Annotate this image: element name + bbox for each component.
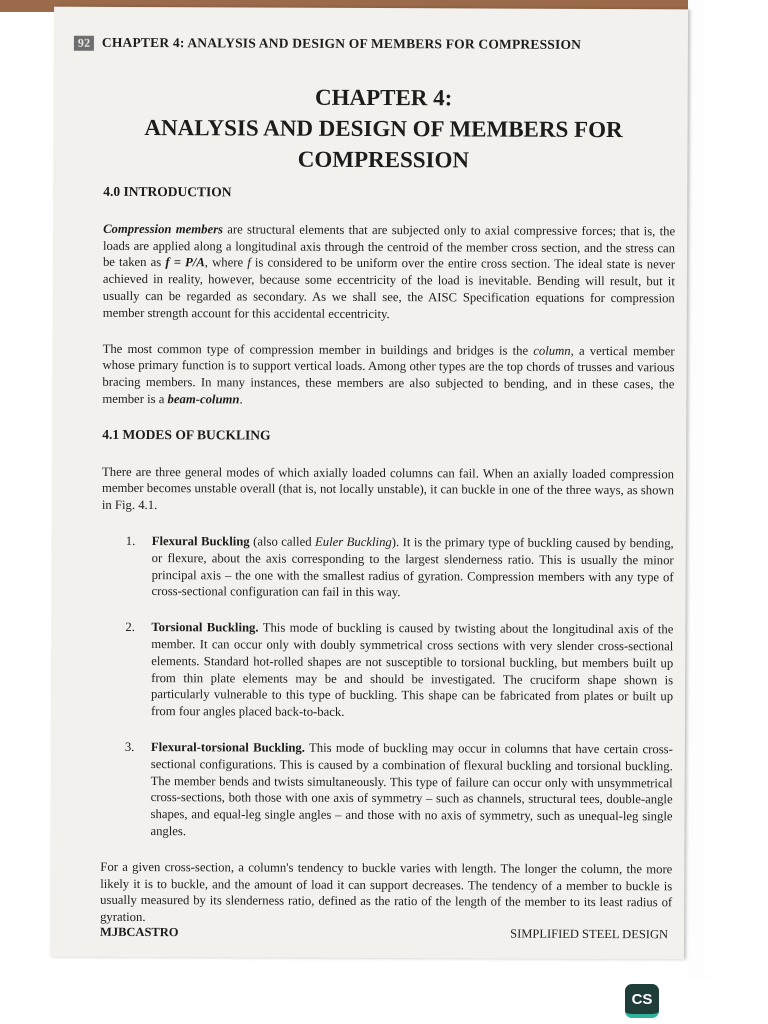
term-compression-members: Compression members [103, 221, 224, 237]
intro-paragraph-2: The most common type of compression member in buildings and bridges is the column, a vertical member whose primary function is to support vertical loads. Among other types are the top chords of trusses and various bracing members. In many instances, these members are also subjected to bending, and in these cases, the member is a beam-column. [102, 341, 675, 407]
formula-stress: f = P/A [165, 255, 205, 270]
buckling-paragraph-2: For a given cross-section, a column's tendency to buckle varies with length. The longer the column, the more likely it is to buckle, and the amount of load it can support decreases. The tendency of a member to buckle is usually measured by its slenderness ratio, defined as the ratio of the length of the member to its least radius of gyration. [100, 859, 673, 925]
chapter-title [113, 81, 653, 176]
chapter-title-line1: CHAPTER 4: [314, 84, 453, 111]
intro-paragraph-1: Compression members are structural elements that are subjected only to axial compressive forces; that is, the loads are applied along a longitudinal axis through the centroid of the member cross section, and the stress can be taken as f = P/A, where f is considered to be uniform over the entire cross section. The ideal state is never achieved in reality, however, because some eccentricity of the load is inevitable. Bending will result, but it usually can be regarded as secondary. As we shall see, the AISC Specification equations for compression member strength account for this accidental eccentricity. [102, 221, 676, 321]
page-body [100, 184, 675, 947]
list-item: 3. Flexural-torsional Buckling. This mode of buckling may occur in columns that have certain cross-sectional configurations. This is caused by a combination of flexural buckling and torsional buckling. The member bends and twists simultaneously. This type of failure can occur only with unsymmetrical cross-sections, both those with one axis of symmetry – such as channels, structural tees, double-angle shapes, and equal-leg single angles – and those with no axis of symmetry, such as unequal-leg single angles. [124, 739, 673, 839]
footer-author: MJBCASTRO [100, 924, 179, 940]
term-column: column [533, 343, 571, 358]
document-page [50, 7, 688, 960]
chapter-title-line2: ANALYSIS AND DESIGN OF MEMBERS FOR [144, 115, 623, 143]
term-beam-column: beam-column [167, 392, 240, 407]
buckling-paragraph-1: There are three general modes of which axially loaded columns can fail. When an axially loaded compression member becomes unstable overall (that is, not locally unstable), it can buckle in one of the three ways, as shown in Fig. 4.1. [101, 464, 675, 513]
running-title: CHAPTER 4: ANALYSIS AND DESIGN OF MEMBERS FOR COMPRESSION [101, 34, 582, 52]
section-heading-introduction: 4.0 INTRODUCTION [103, 183, 232, 200]
list-item: 1. Flexural Buckling (also called Euler Buckling). It is the primary type of buckling caused by bending, or flexure, about the axis corresponding to the largest slenderness ratio. This is usually the minor principal axis – the one with the smallest radius of gyration. Compression members with any type of cross-sectional configuration can fail in this way. [125, 533, 674, 600]
chapter-title-line3: COMPRESSION [297, 146, 470, 173]
running-header [74, 35, 664, 54]
section-heading-modes-of-buckling: 4.1 MODES OF BUCKLING [102, 426, 271, 443]
background-right [688, 0, 768, 980]
page-number: 92 [74, 36, 94, 51]
list-item: 2. Torsional Buckling. This mode of buckling is caused by twisting about the longitudinal axis of the member. It can occur only with doubly symmetrical cross sections with very slender cross-sectional elements. Standard hot-rolled shapes are not susceptible to torsional buckling, but members built up from thin plate elements may be and should be investigated. The cruciform shape shown is particularly vulnerable to this type of buckling. This shape can be fabricated from plates or built up from four angles placed back-to-back. [125, 620, 674, 720]
buckling-modes-list [100, 533, 673, 842]
camscanner-logo-icon: CS [625, 984, 659, 1018]
footer-book-title: SIMPLIFIED STEEL DESIGN [510, 926, 669, 942]
